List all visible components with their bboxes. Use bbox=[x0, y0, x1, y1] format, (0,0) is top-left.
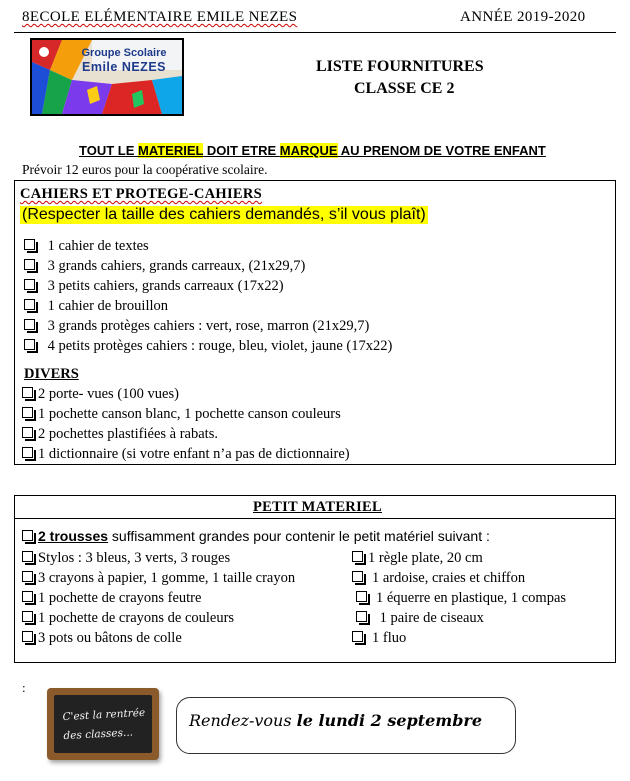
checkbox-icon bbox=[24, 319, 35, 330]
list-item: 1 équerre en plastique, 1 compas bbox=[356, 590, 566, 607]
chalkboard-text: C'est la rentrée des classes... bbox=[62, 706, 146, 743]
school-year: ANNÉE 2019-2020 bbox=[460, 9, 586, 25]
checkbox-icon bbox=[24, 239, 35, 250]
list-item: 1 dictionnaire (si votre enfant n’a pas de dictionnaire) bbox=[22, 446, 350, 463]
list-item: 3 grands cahiers, grands carreaux, (21x29,7) bbox=[24, 258, 305, 275]
list-item: 3 petits cahiers, grands carreaux (17x22) bbox=[24, 278, 284, 295]
list-item: 1 cahier de textes bbox=[24, 238, 149, 255]
list-item: 3 grands protèges cahiers : vert, rose, marron (21x29,7) bbox=[24, 318, 369, 335]
checkbox-icon bbox=[24, 259, 35, 270]
list-item: 1 pochette de crayons de couleurs bbox=[22, 610, 234, 627]
cahiers-title: CAHIERS ET PROTEGE-CAHIERS bbox=[20, 186, 263, 202]
list-item: Stylos : 3 bleus, 3 verts, 3 rouges bbox=[22, 550, 230, 567]
checkbox-icon bbox=[24, 339, 35, 350]
trousses-item: 2 trousses suffisamment grandes pour contenir le petit matériel suivant : bbox=[22, 528, 490, 544]
chalkboard-image bbox=[47, 688, 159, 760]
list-item: 1 ardoise, craies et chiffon bbox=[352, 570, 525, 587]
list-item: 3 pots ou bâtons de colle bbox=[22, 630, 182, 647]
chalkboard-surface bbox=[54, 695, 152, 753]
logo-graphic bbox=[32, 40, 182, 114]
school-name: 8ECOLE ELÉMENTAIRE EMILE NEZES bbox=[22, 9, 298, 25]
checkbox-icon bbox=[356, 591, 367, 602]
list-item: 1 règle plate, 20 cm bbox=[352, 550, 483, 567]
list-item: 4 petits protèges cahiers : rouge, bleu, violet, jaune (17x22) bbox=[24, 338, 392, 355]
checkbox-icon bbox=[356, 611, 367, 622]
checkbox-icon bbox=[22, 387, 33, 398]
header-divider bbox=[14, 32, 616, 33]
checkbox-icon bbox=[22, 571, 33, 582]
divers-title: DIVERS bbox=[24, 366, 79, 382]
logo-text-line2: Emile NEZES bbox=[82, 60, 166, 74]
checkbox-icon bbox=[22, 530, 33, 541]
checkbox-icon bbox=[352, 571, 363, 582]
list-item: 1 pochette canson blanc, 1 pochette canson couleurs bbox=[22, 406, 341, 423]
logo-text-line1: Groupe Scolaire bbox=[81, 47, 167, 59]
checkbox-icon bbox=[22, 611, 33, 622]
checkbox-icon bbox=[22, 427, 33, 438]
page-subtitle: CLASSE CE 2 bbox=[354, 80, 455, 97]
school-logo bbox=[30, 38, 184, 116]
list-item: 1 cahier de brouillon bbox=[24, 298, 168, 315]
checkbox-icon bbox=[22, 591, 33, 602]
petit-materiel-divider bbox=[14, 518, 616, 519]
checkbox-icon bbox=[22, 631, 33, 642]
page-title: LISTE FOURNITURES bbox=[316, 58, 484, 75]
list-item: 1 fluo bbox=[352, 630, 406, 647]
petit-materiel-title: PETIT MATERIEL bbox=[253, 499, 382, 515]
marking-notice: TOUT LE MATERIEL DOIT ETRE MARQUE AU PRENOM DE VOTRE ENFANT bbox=[79, 143, 546, 158]
checkbox-icon bbox=[22, 447, 33, 458]
stray-colon: : bbox=[22, 680, 26, 695]
rendez-vous-text: Rendez-vous le lundi 2 septembre bbox=[189, 711, 483, 730]
rendez-vous-banner bbox=[176, 697, 516, 754]
checkbox-icon bbox=[24, 279, 35, 290]
checkbox-icon bbox=[22, 551, 33, 562]
list-item: 2 porte- vues (100 vues) bbox=[22, 386, 179, 403]
checkbox-icon bbox=[352, 631, 363, 642]
checkbox-icon bbox=[22, 407, 33, 418]
cooperative-note: Prévoir 12 euros pour la coopérative scolaire. bbox=[22, 162, 268, 177]
list-item: 2 pochettes plastifiées à rabats. bbox=[22, 426, 218, 443]
list-item: 1 pochette de crayons feutre bbox=[22, 590, 201, 607]
checkbox-icon bbox=[24, 299, 35, 310]
list-item: 3 crayons à papier, 1 gomme, 1 taille crayon bbox=[22, 570, 295, 587]
checkbox-icon bbox=[352, 551, 363, 562]
size-instruction: (Respecter la taille des cahiers demandés, s’il vous plaît) bbox=[22, 206, 426, 223]
list-item: 1 paire de ciseaux bbox=[356, 610, 484, 627]
